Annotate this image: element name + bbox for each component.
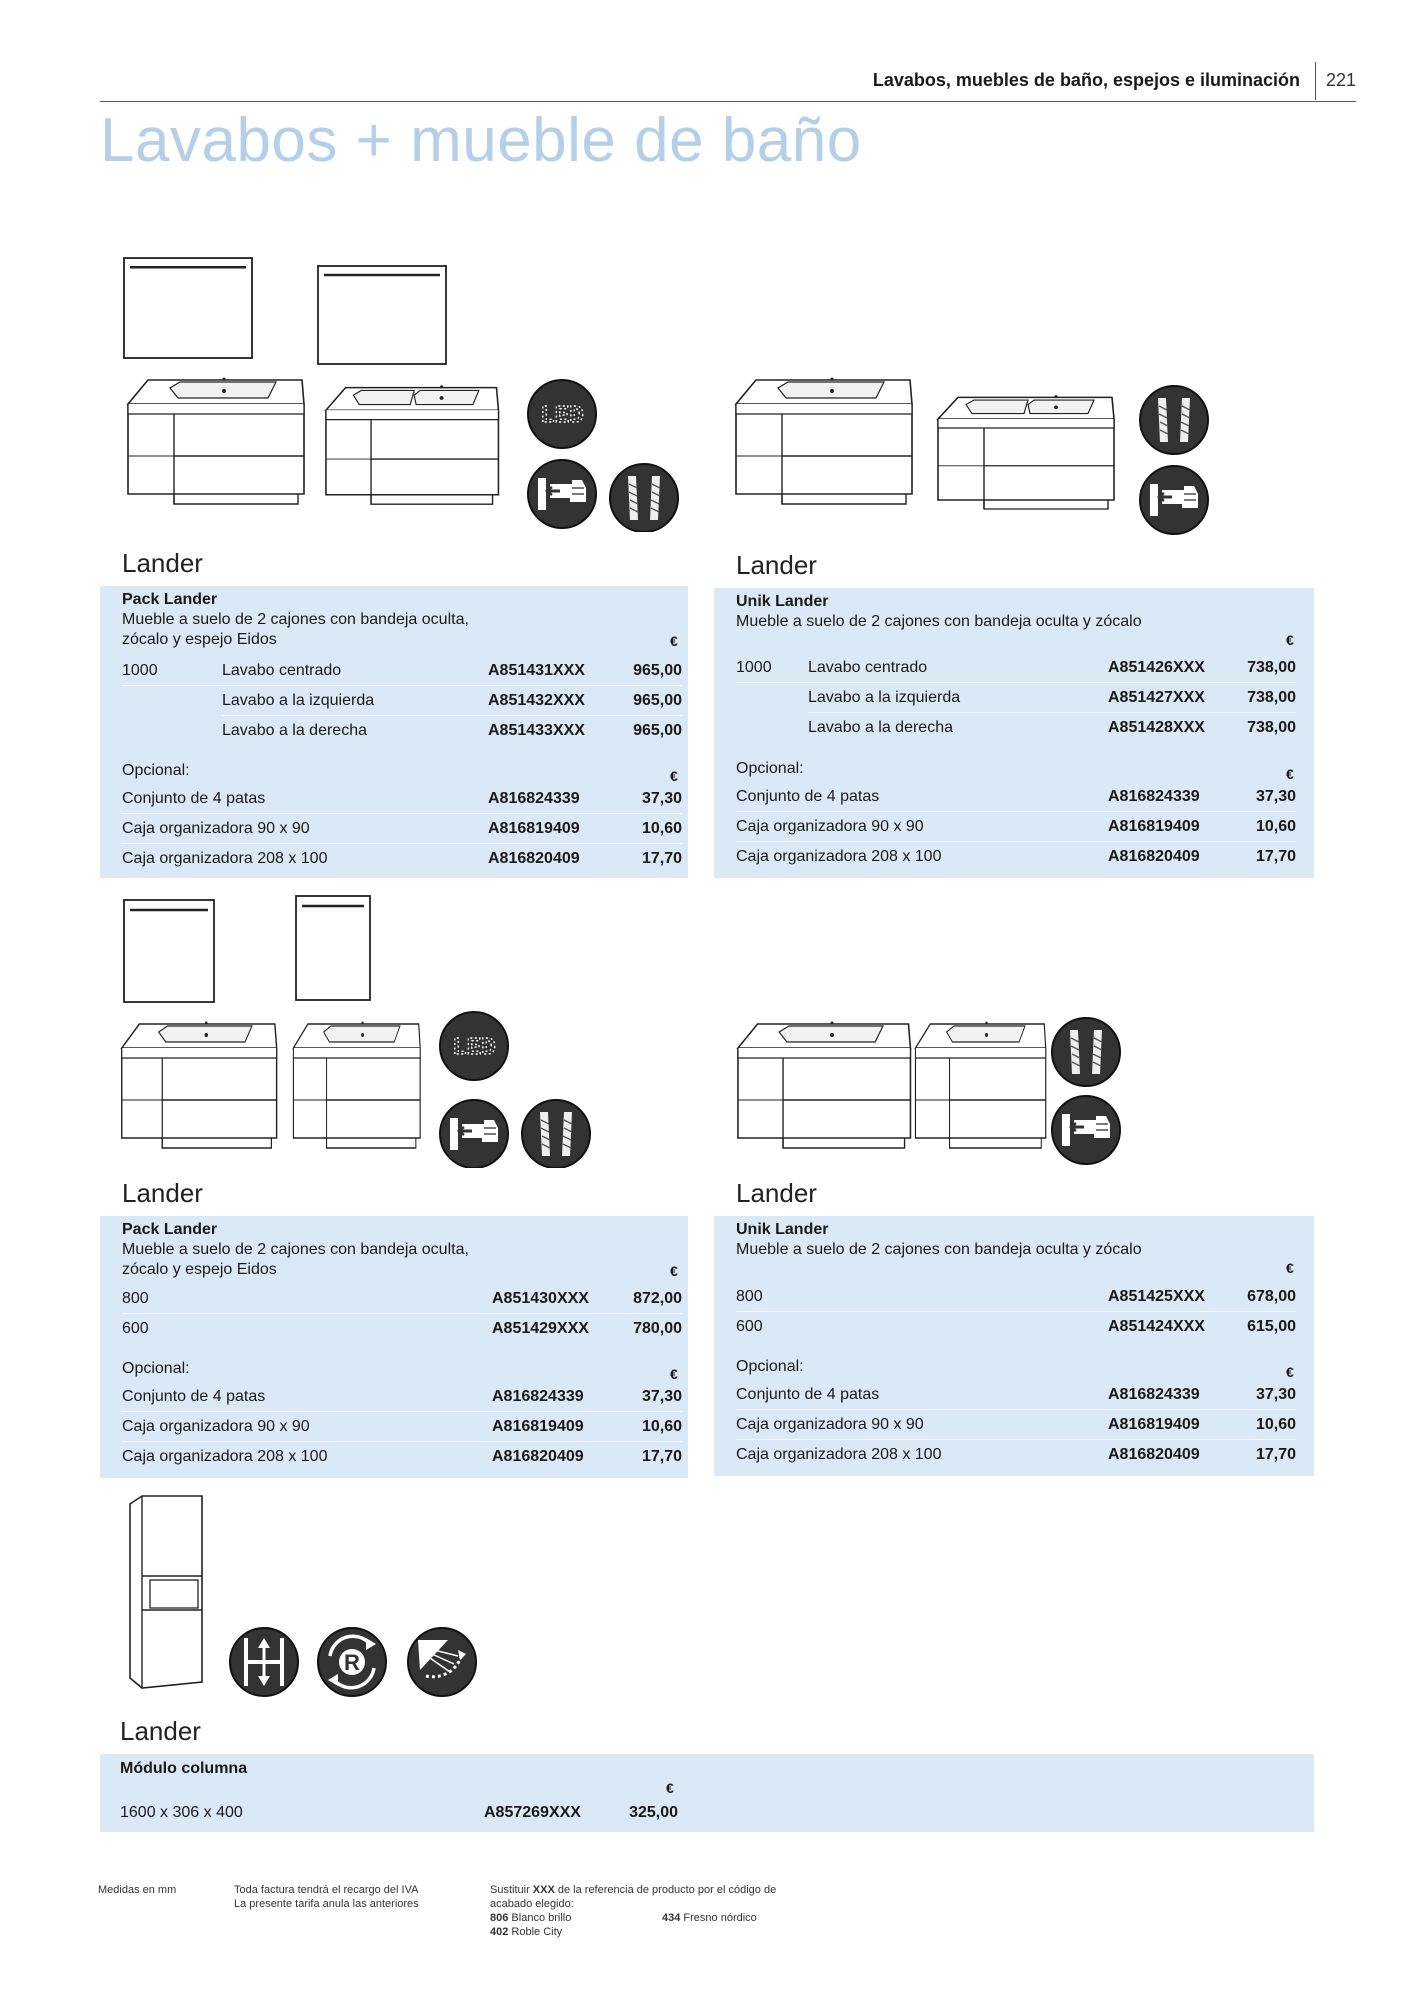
row-desc: Conjunto de 4 patas	[122, 790, 266, 807]
row-desc: Caja organizadora 208 x 100	[122, 850, 328, 867]
page-title: Lavabos + mueble de baño	[100, 106, 862, 175]
row-desc: Caja organizadora 208 x 100	[736, 848, 942, 865]
table-row	[736, 1282, 1296, 1312]
row-price: 10,60	[1255, 818, 1296, 835]
product-name-1: Lander	[122, 548, 203, 578]
push-open-icon	[440, 1100, 508, 1168]
row-price: 17,70	[641, 1448, 682, 1465]
table-row	[122, 656, 682, 686]
row-price: 17,70	[641, 850, 682, 867]
row-code: A851430XXX	[492, 1290, 589, 1307]
product-name-5: Lander	[120, 1716, 201, 1746]
panel-title: Módulo columna	[120, 1760, 248, 1777]
row-price: 965,00	[633, 662, 682, 679]
legs-icon	[1052, 1018, 1120, 1086]
row-price: 37,30	[1255, 1386, 1296, 1403]
reversible-label: R	[344, 1650, 360, 1675]
footer-finishes	[490, 1883, 850, 1939]
row-desc: Lavabo a la derecha	[808, 719, 953, 736]
row-desc: Lavabo a la izquierda	[808, 689, 961, 706]
currency-label: €	[670, 768, 678, 784]
row-price: 780,00	[633, 1320, 682, 1337]
row-price: 17,70	[1255, 848, 1296, 865]
optional-row	[122, 1382, 682, 1412]
optional-row	[122, 1412, 682, 1442]
page-header	[100, 62, 1356, 102]
row-code: A816820409	[488, 850, 580, 867]
push-open-icon	[528, 460, 596, 528]
row-code: A851428XXX	[1108, 719, 1205, 736]
currency-label: €	[1286, 1260, 1294, 1276]
finish-code: 402	[490, 1926, 509, 1938]
row-code: A851432XXX	[488, 692, 585, 709]
section-title: Lavabos, muebles de baño, espejos e iluminación	[872, 70, 1300, 90]
footer-substitute-line2: acabado elegido:	[490, 1898, 574, 1910]
row-desc: Caja organizadora 208 x 100	[122, 1448, 328, 1465]
row-desc: Conjunto de 4 patas	[122, 1388, 266, 1405]
optional-row	[736, 782, 1296, 812]
table-row	[122, 1284, 682, 1314]
product-illustration-3	[118, 888, 598, 1168]
row-desc: Caja organizadora 90 x 90	[122, 820, 310, 837]
row-code: A851431XXX	[488, 662, 585, 679]
product-illustration-1	[120, 252, 685, 532]
footer-iva-line2: La presente tarifa anula las anteriores	[234, 1898, 419, 1910]
row-code: A816820409	[1108, 848, 1200, 865]
panel-title: Unik Lander	[736, 593, 829, 610]
product-name-4: Lander	[736, 1178, 817, 1208]
row-price: 738,00	[1247, 689, 1296, 706]
table-row	[122, 1314, 682, 1344]
row-price: 10,60	[1255, 1416, 1296, 1433]
led-icon	[528, 380, 596, 448]
panel-desc-line1: Mueble a suelo de 2 cajones con bandeja oculta y zócalo	[736, 613, 1142, 630]
footer-measures: Medidas en mm	[98, 1884, 177, 1896]
row-price: 965,00	[633, 692, 682, 709]
row-code: A851433XXX	[488, 722, 585, 739]
row-code: A816819409	[1108, 818, 1200, 835]
row-price: 37,30	[641, 1388, 682, 1405]
footer-substitute-code: XXX	[532, 1884, 555, 1896]
row-desc: Lavabo centrado	[808, 659, 928, 676]
row-code: A816819409	[488, 820, 580, 837]
row-code: A851427XXX	[1108, 689, 1205, 706]
optional-row	[122, 1442, 682, 1472]
header-separator	[1315, 62, 1317, 100]
price-panel-1	[100, 586, 688, 878]
finish-name: Fresno nórdico	[683, 1912, 757, 1924]
page-number: 221	[1325, 70, 1356, 90]
row-price: 325,00	[629, 1804, 678, 1821]
product-illustration-2	[730, 370, 1230, 540]
currency-label: €	[670, 1366, 678, 1382]
currency-label: €	[1286, 766, 1294, 782]
row-code: A816824339	[488, 790, 580, 807]
row-desc: Lavabo a la izquierda	[222, 692, 375, 709]
row-code: A857269XXX	[484, 1804, 581, 1821]
currency-label: €	[1286, 1364, 1294, 1380]
row-code: A851426XXX	[1108, 659, 1205, 676]
row-desc: Conjunto de 4 patas	[736, 1386, 880, 1403]
table-row	[736, 653, 1296, 683]
row-code: A851425XXX	[1108, 1288, 1205, 1305]
optional-row	[122, 844, 682, 874]
optional-row	[736, 1410, 1296, 1440]
finish-name: Roble City	[511, 1926, 563, 1938]
row-desc: Lavabo centrado	[222, 662, 342, 679]
optional-label: Opcional:	[122, 762, 190, 779]
row-price: 37,30	[1255, 788, 1296, 805]
table-row	[222, 686, 682, 716]
panel-title: Pack Lander	[122, 591, 218, 608]
currency-label: €	[666, 1780, 674, 1796]
row-code: A851429XXX	[492, 1320, 589, 1337]
optional-row	[736, 1440, 1296, 1470]
footer-substitute-pre: Sustituir	[490, 1884, 533, 1896]
row-size: 800	[736, 1288, 763, 1305]
panel-desc-line1: Mueble a suelo de 2 cajones con bandeja oculta,	[122, 611, 469, 628]
row-desc: Conjunto de 4 patas	[736, 788, 880, 805]
row-code: A816819409	[1108, 1416, 1200, 1433]
row-price: 615,00	[1247, 1318, 1296, 1335]
push-open-icon	[1052, 1096, 1120, 1164]
row-price: 37,30	[641, 790, 682, 807]
panel-desc-line2: zócalo y espejo Eidos	[122, 631, 277, 648]
row-desc: Lavabo a la derecha	[222, 722, 367, 739]
row-size: 600	[122, 1320, 149, 1337]
optional-label: Opcional:	[122, 1360, 190, 1377]
row-price: 10,60	[641, 820, 682, 837]
panel-title: Unik Lander	[736, 1221, 829, 1238]
height-adjust-icon	[230, 1628, 298, 1696]
row-price: 738,00	[1247, 719, 1296, 736]
row-size: 1600 x 306 x 400	[120, 1804, 243, 1821]
footer-iva-line1: Toda factura tendrá el recargo del IVA	[234, 1884, 419, 1896]
optional-row	[122, 784, 682, 814]
price-panel-2	[714, 588, 1314, 878]
currency-label: €	[1286, 632, 1294, 648]
price-panel-3	[100, 1216, 688, 1478]
table-row	[120, 1798, 678, 1828]
product-illustration-5	[122, 1492, 492, 1702]
row-price: 738,00	[1247, 659, 1296, 676]
push-open-icon	[1140, 466, 1208, 534]
footer-substitute-post: de la referencia de producto por el código de	[554, 1884, 777, 1896]
row-desc: Caja organizadora 90 x 90	[736, 818, 924, 835]
optional-row	[122, 814, 682, 844]
finish-name: Blanco brillo	[511, 1912, 572, 1924]
row-code: A851424XXX	[1108, 1318, 1205, 1335]
finish-code: 806	[490, 1912, 509, 1924]
row-code: A816824339	[1108, 1386, 1200, 1403]
row-size: 1000	[122, 662, 158, 679]
row-code: A816819409	[492, 1418, 584, 1435]
table-row	[222, 716, 682, 746]
price-panel-5	[100, 1754, 1314, 1832]
optional-row	[736, 842, 1296, 872]
table-row	[808, 683, 1296, 713]
row-price: 872,00	[633, 1290, 682, 1307]
legs-icon	[610, 464, 678, 532]
row-price: 10,60	[641, 1418, 682, 1435]
product-name-2: Lander	[736, 550, 817, 580]
reversible-icon	[318, 1628, 386, 1696]
row-desc: Caja organizadora 90 x 90	[122, 1418, 310, 1435]
panel-desc-line2: zócalo y espejo Eidos	[122, 1261, 277, 1278]
legs-icon	[1140, 386, 1208, 454]
led-icon	[440, 1012, 508, 1080]
currency-label: €	[670, 633, 678, 649]
row-code: A816824339	[492, 1388, 584, 1405]
panel-desc-line1: Mueble a suelo de 2 cajones con bandeja oculta,	[122, 1241, 469, 1258]
optional-row	[736, 1380, 1296, 1410]
panel-desc-line1: Mueble a suelo de 2 cajones con bandeja oculta y zócalo	[736, 1241, 1142, 1258]
optional-row	[736, 812, 1296, 842]
optional-label: Opcional:	[736, 760, 804, 777]
soft-close-hinge-icon	[408, 1628, 476, 1696]
finish-code: 434	[662, 1912, 681, 1924]
currency-label: €	[670, 1263, 678, 1279]
row-size: 1000	[736, 659, 772, 676]
row-desc: Caja organizadora 90 x 90	[736, 1416, 924, 1433]
row-code: A816820409	[1108, 1446, 1200, 1463]
price-panel-4	[714, 1216, 1314, 1476]
row-size: 600	[736, 1318, 763, 1335]
row-code: A816820409	[492, 1448, 584, 1465]
legs-icon	[522, 1100, 590, 1168]
row-size: 800	[122, 1290, 149, 1307]
row-code: A816824339	[1108, 788, 1200, 805]
product-name-3: Lander	[122, 1178, 203, 1208]
table-row	[808, 713, 1296, 743]
row-price: 17,70	[1255, 1446, 1296, 1463]
row-desc: Caja organizadora 208 x 100	[736, 1446, 942, 1463]
footer-iva	[234, 1883, 419, 1911]
panel-title: Pack Lander	[122, 1221, 218, 1238]
row-price: 678,00	[1247, 1288, 1296, 1305]
table-row	[736, 1312, 1296, 1342]
row-price: 965,00	[633, 722, 682, 739]
product-illustration-4	[734, 1010, 1154, 1175]
optional-label: Opcional:	[736, 1358, 804, 1375]
